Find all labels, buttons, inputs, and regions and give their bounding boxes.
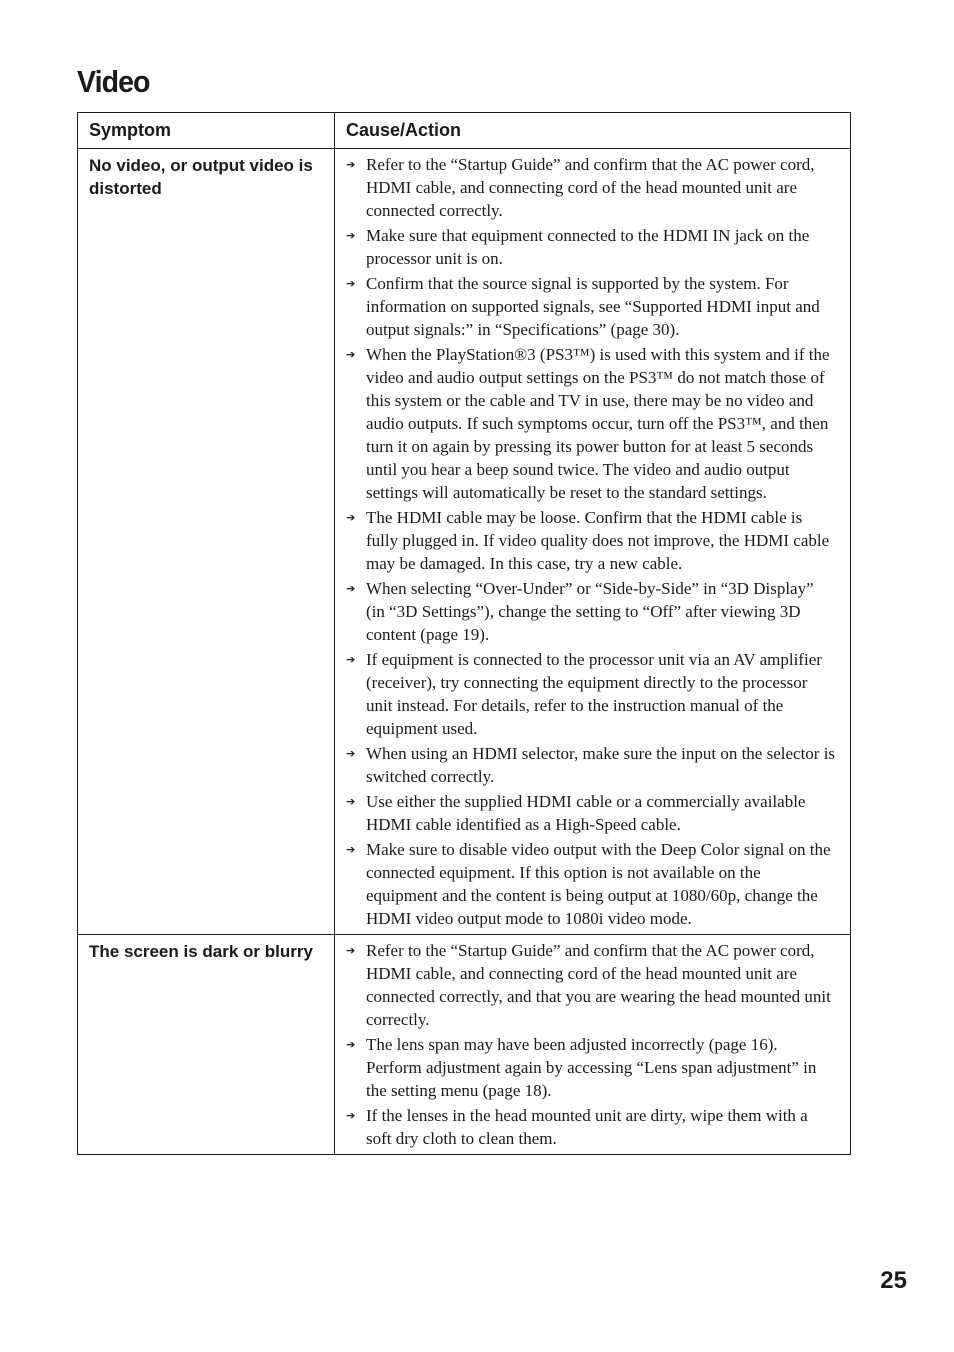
table-header-row [78,113,851,149]
arrow-right-icon: ➔ [346,582,356,595]
action-item: ➔ Refer to the “Startup Guide” and confirm that the AC power cord, HDMI cable, and connecting cord of the head mounted unit are connected correctly, and that you are wearing the head mounted unit correctly. [346,941,831,1029]
action-item: ➔ Make sure that equipment connected to the HDMI IN jack on the processor unit is on. [346,226,810,268]
action-item: ➔ If equipment is connected to the processor unit via an AV amplifier (receiver), try connecting the equipment directly to the processor unit instead. For details, refer to the instruction manual of the equipment used. [346,650,822,738]
action-item: ➔ When using an HDMI selector, make sure the input on the selector is switched correctly. [346,744,836,786]
action-item: ➔ Make sure to disable video output with the Deep Color signal on the connected equipment. If this option is not available on the equipment and the content is being output at 1080/60p, change the HDMI video output mode to 1080i video mode. [346,840,831,928]
arrow-right-icon: ➔ [346,1109,356,1122]
action-item: ➔ The HDMI cable may be loose. Confirm that the HDMI cable is fully plugged in. If video quality does not improve, the HDMI cable may be damaged. In this case, try a new cable. [346,508,830,573]
action-item: ➔ Use either the supplied HDMI cable or a commercially available HDMI cable identified as a High-Speed cable. [346,792,806,834]
action-item: ➔ Refer to the “Startup Guide” and confirm that the AC power cord, HDMI cable, and connecting cord of the head mounted unit are connected correctly. [346,155,815,220]
arrow-right-icon: ➔ [346,795,356,808]
table-row [78,935,851,1155]
actions-cell [335,149,851,935]
symptom-cell: The screen is dark or blurry [78,935,335,1155]
arrow-right-icon: ➔ [346,1038,356,1051]
section-title: Video [77,64,150,99]
troubleshooting-table [77,112,851,1155]
arrow-right-icon: ➔ [346,944,356,957]
arrow-right-icon: ➔ [346,277,356,290]
arrow-right-icon: ➔ [346,229,356,242]
action-item: ➔ Confirm that the source signal is supported by the system. For information on supported signals, see “Supported HDMI input and output signals:” in “Specifications” (page 30). [346,274,820,339]
arrow-right-icon: ➔ [346,843,356,856]
action-list [346,939,836,1150]
arrow-right-icon: ➔ [346,747,356,760]
arrow-right-icon: ➔ [346,653,356,666]
action-item: ➔ When the PlayStation®3 (PS3™) is used with this system and if the video and audio output settings on the PS3™ do not match those of this system or the cable and TV in use, there may be no video and audio outputs. If such symptoms occur, turn off the PS3™, and then turn it on again by pressing its power button for at least 5 seconds until you hear a beep sound twice. The video and audio output settings will automatically be reset to the standard settings. [346,345,830,502]
actions-cell [335,935,851,1155]
cause-action-header: Cause/Action [335,113,851,149]
page-number: 25 [880,1267,907,1294]
arrow-right-icon: ➔ [346,158,356,171]
symptom-header: Symptom [78,113,335,149]
symptom-cell: No video, or output video is distorted [78,149,335,935]
table-row [78,149,851,935]
action-item: ➔ When selecting “Over-Under” or “Side-by-Side” in “3D Display” (in “3D Settings”), change the setting to “Off” after viewing 3D content (page 19). [346,579,814,644]
arrow-right-icon: ➔ [346,348,356,361]
action-item: ➔ If the lenses in the head mounted unit are dirty, wipe them with a soft dry cloth to clean them. [346,1106,808,1148]
arrow-right-icon: ➔ [346,511,356,524]
action-list [346,153,836,930]
action-item: ➔ The lens span may have been adjusted incorrectly (page 16). Perform adjustment again by accessing “Lens span adjustment” in the setting menu (page 18). [346,1035,817,1100]
